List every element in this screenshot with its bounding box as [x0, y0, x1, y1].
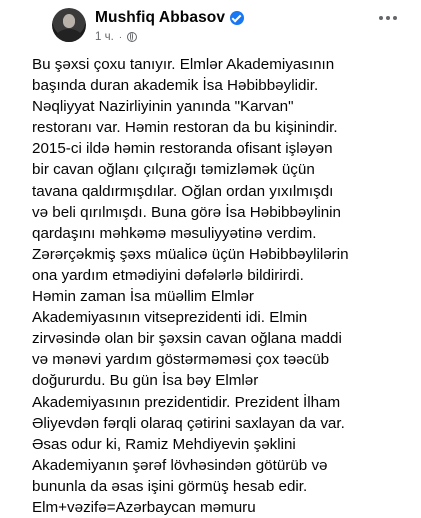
more-dot — [386, 16, 390, 20]
post-text-line: Akademiyasının vitseprezidenti idi. Elmin — [32, 309, 308, 327]
post-text-line: Nəqliyyat Nazirliyinin yanında "Karvan" — [32, 98, 294, 116]
post-text-line: Elm+vəzifə=Azərbaycan məmuru — [32, 498, 256, 516]
more-dot — [379, 16, 383, 20]
verified-badge-icon — [230, 11, 244, 25]
avatar-body — [56, 29, 82, 42]
post-text-line: başında duran akademik İsa Həbibbəylidir. — [32, 77, 319, 95]
post-text-line: qardaşını məhkəmə məsuliyyətinə verdim. — [32, 224, 317, 242]
post-text-line: və mənəvi yardım göstərməməsi çox təəcüb — [32, 351, 330, 369]
author-name[interactable]: Mushfiq Abbasov — [95, 9, 226, 26]
more-dot — [393, 16, 397, 20]
post-text-line: doğururdu. Bu gün İsa bəy Elmlər — [32, 372, 259, 390]
post-text-line: 2015-ci ildə həmin restoranda ofisant işləyən — [32, 140, 333, 158]
post-meta — [95, 30, 137, 44]
post-text-line: və beli qırılmışdı. Buna görə İsa Həbibbəylinin — [32, 203, 341, 221]
post-text-line: tavana qaldırmışdılar. Oğlan ordan yıxılmışdı — [32, 182, 334, 200]
post-text-line: Akademiyanın şərəf lövhəsindən götürüb və — [32, 456, 328, 474]
post-text-line: restoranı var. Həmin restoran da bu kişinindir. — [32, 119, 338, 137]
post-text-line: ona yardım etmədiyini dəfələrlə bildirirdi. — [32, 266, 304, 284]
post-header — [0, 0, 421, 52]
avatar-face — [63, 14, 75, 28]
post-text-line: Həmin zaman İsa müəllim Elmlər — [32, 288, 254, 306]
post-timestamp[interactable]: 1 ч. — [95, 31, 114, 43]
post-text-line: Bu şəxsi çoxu tanıyır. Elmlər Akademiyasının — [32, 56, 335, 73]
post-text-line: bununla da əsas işini görmüş hesab edir. — [32, 477, 308, 495]
more-options-icon[interactable] — [376, 8, 400, 28]
post-text-line: Əliyevdən fərqli olaraq çətirini saxlayan da var. — [32, 414, 345, 432]
post-text-line: Əsas odur ki, Ramiz Mehdiyevin şəklini — [32, 435, 296, 453]
globe-icon[interactable] — [127, 32, 137, 42]
post-text-line: zirvəsində olan bir şəxsin cavan oğlana maddi — [32, 330, 342, 348]
post-text-line: Akademiyasının prezidentidir. Prezident İlham — [32, 393, 341, 411]
post-text-line: bir cavan oğlanı çılçırağı təmizləmək üçün — [32, 161, 315, 179]
avatar-icon[interactable] — [52, 8, 86, 42]
post-text — [32, 54, 417, 518]
post-text-line: Zərərçəkmiş şəxs müalicə üçün Həbibbəylilərin — [32, 245, 349, 263]
author-row — [95, 8, 244, 28]
meta-separator: · — [118, 31, 123, 43]
